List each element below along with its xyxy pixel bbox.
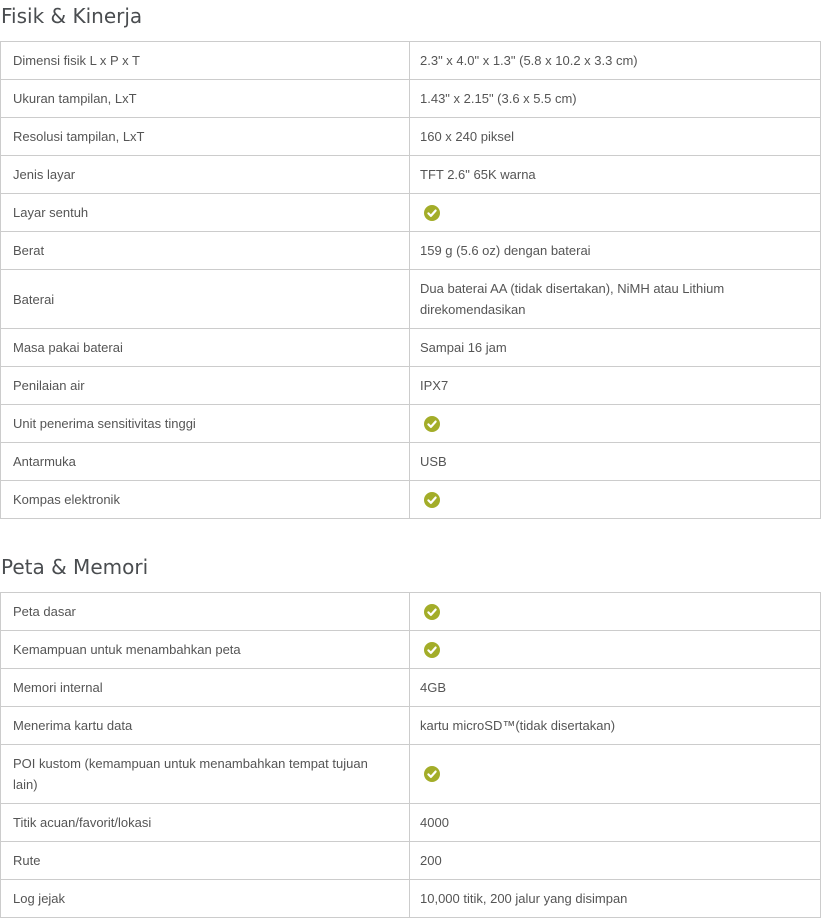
spec-label: Antarmuka bbox=[1, 443, 410, 480]
spec-value: Sampai 16 jam bbox=[420, 340, 507, 355]
section-title: Peta & Memori bbox=[1, 555, 149, 579]
spec-row bbox=[1, 80, 820, 118]
spec-label: Titik acuan/favorit/lokasi bbox=[1, 804, 410, 841]
spec-value: kartu microSD™(tidak disertakan) bbox=[420, 718, 616, 733]
spec-label: Penilaian air bbox=[1, 367, 410, 404]
spec-row bbox=[1, 804, 820, 842]
spec-row bbox=[1, 42, 820, 80]
spec-row bbox=[1, 156, 820, 194]
check-circle-icon bbox=[424, 205, 440, 221]
spec-value: 10,000 titik, 200 jalur yang disimpan bbox=[420, 891, 628, 906]
spec-label: Resolusi tampilan, LxT bbox=[1, 118, 410, 155]
spec-value: 1.43" x 2.15" (3.6 x 5.5 cm) bbox=[420, 91, 577, 106]
spec-value bbox=[410, 481, 820, 518]
spec-value: 160 x 240 piksel bbox=[420, 129, 514, 144]
spec-label: Unit penerima sensitivitas tinggi bbox=[1, 405, 410, 442]
spec-label: Layar sentuh bbox=[1, 194, 410, 231]
spec-label: Berat bbox=[1, 232, 410, 269]
section-title: Fisik & Kinerja bbox=[1, 4, 143, 28]
spec-row bbox=[1, 631, 820, 669]
spec-value: 2.3" x 4.0" x 1.3" (5.8 x 10.2 x 3.3 cm) bbox=[420, 53, 638, 68]
spec-row bbox=[1, 593, 820, 631]
spec-row bbox=[1, 443, 820, 481]
spec-row bbox=[1, 481, 820, 518]
spec-value: Dua baterai AA (tidak disertakan), NiMH atau Lithium direkomendasikan bbox=[420, 281, 725, 317]
spec-row bbox=[1, 707, 820, 745]
spec-value: IPX7 bbox=[420, 378, 449, 393]
spec-row bbox=[1, 745, 820, 804]
spec-label: Peta dasar bbox=[1, 593, 410, 630]
spec-value: 4GB bbox=[420, 680, 447, 695]
spec-label: Rute bbox=[1, 842, 410, 879]
spec-section bbox=[0, 551, 821, 918]
check-circle-icon bbox=[424, 492, 440, 508]
spec-label: Dimensi fisik L x P x T bbox=[1, 42, 410, 79]
spec-table bbox=[0, 592, 821, 918]
spec-row bbox=[1, 880, 820, 917]
spec-row bbox=[1, 194, 820, 232]
spec-value bbox=[410, 593, 820, 630]
spec-label: Menerima kartu data bbox=[1, 707, 410, 744]
spec-label: Kemampuan untuk menambahkan peta bbox=[1, 631, 410, 668]
spec-row bbox=[1, 118, 820, 156]
spec-row bbox=[1, 270, 820, 329]
spec-row bbox=[1, 232, 820, 270]
spec-label: Baterai bbox=[1, 270, 410, 328]
check-circle-icon bbox=[424, 604, 440, 620]
spec-value bbox=[410, 405, 820, 442]
check-circle-icon bbox=[424, 642, 440, 658]
spec-label: Masa pakai baterai bbox=[1, 329, 410, 366]
spec-label: POI kustom (kemampuan untuk menambahkan tempat tujuan lain) bbox=[1, 745, 410, 803]
spec-value: 159 g (5.6 oz) dengan baterai bbox=[420, 243, 591, 258]
check-circle-icon bbox=[424, 416, 440, 432]
spec-label: Memori internal bbox=[1, 669, 410, 706]
spec-label: Log jejak bbox=[1, 880, 410, 917]
spec-label: Jenis layar bbox=[1, 156, 410, 193]
spec-row bbox=[1, 329, 820, 367]
spec-value bbox=[410, 631, 820, 668]
check-circle-icon bbox=[424, 766, 440, 782]
spec-row bbox=[1, 842, 820, 880]
spec-row bbox=[1, 367, 820, 405]
spec-row bbox=[1, 405, 820, 443]
spec-table bbox=[0, 41, 821, 519]
spec-value: 200 bbox=[420, 853, 442, 868]
spec-label: Ukuran tampilan, LxT bbox=[1, 80, 410, 117]
spec-value: 4000 bbox=[420, 815, 449, 830]
spec-row bbox=[1, 669, 820, 707]
spec-value bbox=[410, 194, 820, 231]
spec-value bbox=[410, 745, 820, 803]
spec-value: TFT 2.6" 65K warna bbox=[420, 167, 536, 182]
spec-label: Kompas elektronik bbox=[1, 481, 410, 518]
spec-value: USB bbox=[420, 454, 447, 469]
